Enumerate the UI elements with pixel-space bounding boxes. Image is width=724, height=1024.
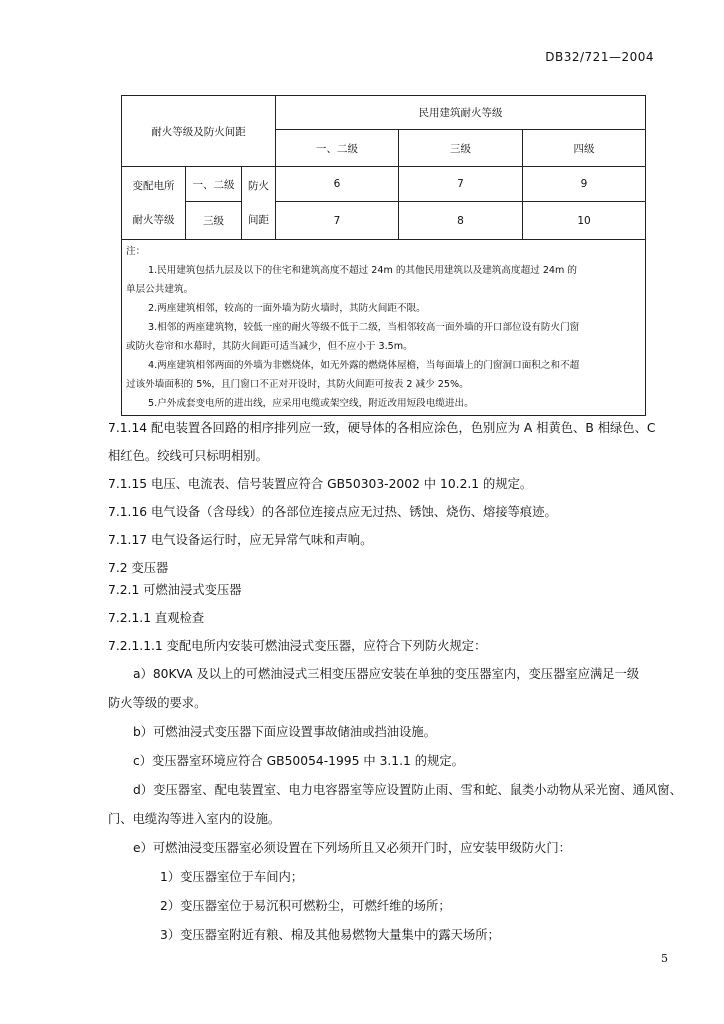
item-e: e）可燃油浸变压器室必须设置在下列场所且又必须开门时，应安装甲级防火门： (133, 841, 571, 855)
distance-label-line2: 间距 (248, 214, 269, 226)
substation-label-line1: 变配电所 (132, 180, 175, 192)
clause-7-1-14-line2: 相红色。绞线可只标明相别。 (108, 449, 268, 463)
row-label-grade-3: 三级 (186, 202, 242, 240)
table-notes (122, 240, 646, 416)
item-d-line2: 门、电缆沟等进入室内的设施。 (108, 812, 281, 826)
item-d-line1: d）变压器室、配电装置室、电力电容器室等应设置防止雨、雪和蛇、鼠类小动物从采光窗、通风窗、 (133, 783, 682, 797)
item-c: c）变压器室环境应符合 GB50054-1995 中 3.1.1 的规定。 (133, 754, 464, 768)
note-item: 4.两座建筑相邻两面的外墙为非燃烧体，如无外露的燃烧体屋檐，当每面墙上的门窗洞口面积之和不超 (148, 360, 580, 371)
fire-distance-table (121, 95, 646, 416)
item-e-3: 3）变压器室附近有粮、棉及其他易燃物大量集中的露天场所； (160, 928, 500, 942)
section-7-2-heading: 7.2 变压器 (108, 561, 169, 575)
section-7-2-1-1-heading: 7.2.1.1 直观检查 (108, 611, 205, 625)
row-label-grade-1-2: 一、二级 (186, 167, 242, 202)
document-body (108, 414, 682, 950)
note-item: 5.户外成套变电所的进出线，应采用电缆或架空线，附近改用短段电缆进出。 (148, 398, 474, 409)
item-e-2: 2）变压器室位于易沉积可燃粉尘，可燃纤维的场所； (160, 899, 451, 913)
note-continuation: 单层公共建筑。 (126, 284, 194, 295)
note-continuation: 过该外墙面积的 5%，且门窗口不正对开设时，其防火间距可按表 2 减少 25%。 (126, 379, 469, 390)
table-cell: 8 (399, 202, 523, 240)
page-number: 5 (661, 952, 668, 965)
table-cell: 10 (523, 202, 646, 240)
clause-7-2-1-1-1: 7.2.1.1.1 变配电所内安装可燃油浸式变压器，应符合下列防火规定： (108, 639, 487, 653)
fire-distance-label (242, 167, 276, 240)
document-code: DB32/721—2004 (545, 50, 654, 64)
item-b: b）可燃油浸式变压器下面应设置事故储油或挡油设施。 (133, 725, 436, 739)
item-a-line2: 防火等级的要求。 (108, 696, 207, 710)
table-cell: 7 (276, 202, 399, 240)
civil-building-header: 民用建筑耐火等级 (276, 96, 646, 130)
substation-grade-label (122, 167, 186, 240)
table-cell: 6 (276, 167, 399, 202)
clause-7-1-17: 7.1.17 电气设备运行时，应无异常气味和声响。 (108, 533, 373, 547)
table-cell: 7 (399, 167, 523, 202)
table-cell: 9 (523, 167, 646, 202)
table-corner-label: 耐火等级及防火间距 (122, 96, 276, 167)
notes-title: 注： (126, 246, 146, 257)
clause-7-1-16: 7.1.16 电气设备（含母线）的各部位连接点应无过热、锈蚀、烧伤、熔接等痕迹。 (108, 505, 557, 519)
note-item: 3.相邻的两座建筑物，较低一座的耐火等级不低于二级，当相邻较高一面外墙的开口部位设有防火门窗 (148, 322, 580, 333)
item-a-line1: a）80KVA 及以上的可燃油浸式三相变压器应安装在单独的变压器室内，变压器室应满足一级 (133, 667, 640, 681)
clause-7-1-15: 7.1.15 电压、电流表、信号装置应符合 GB50303-2002 中 10.2.1 的规定。 (108, 477, 533, 491)
col-header-grade-4: 四级 (523, 130, 646, 167)
note-continuation: 或防火卷帘和水幕时，其防火间距可适当减少，但不应小于 3.5m。 (126, 341, 413, 352)
distance-label-line1: 防火 (248, 180, 269, 192)
note-item: 2.两座建筑相邻，较高的一面外墙为防火墙时，其防火间距不限。 (148, 303, 426, 314)
section-7-2-1-heading: 7.2.1 可燃油浸式变压器 (108, 583, 242, 597)
col-header-grade-1-2: 一、二级 (276, 130, 399, 167)
col-header-grade-3: 三级 (399, 130, 523, 167)
note-item: 1.民用建筑包括九层及以下的住宅和建筑高度不超过 24m 的其他民用建筑以及建筑高度超过 24m 的 (148, 265, 578, 276)
substation-label-line2: 耐火等级 (132, 214, 175, 226)
item-e-1: 1）变压器室位于车间内； (160, 870, 304, 884)
clause-7-1-14-line1: 7.1.14 配电装置各回路的相序排列应一致，硬导体的各相应涂色，色别应为 A 相黄色、B 相绿色、C (108, 421, 656, 435)
